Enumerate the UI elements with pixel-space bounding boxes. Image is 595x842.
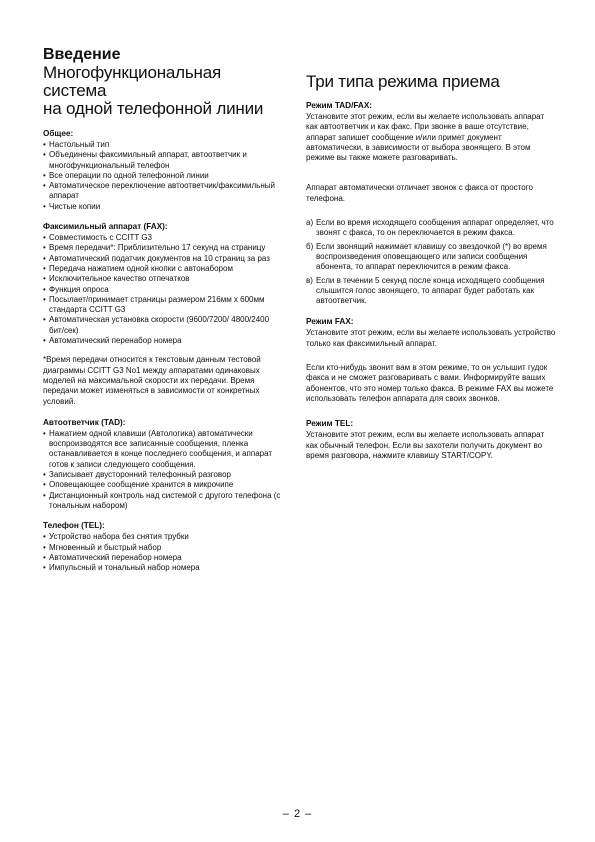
case-text: Если звонящий нажимает клавишу со звездочкой (*) во время воспроизведения оповещающего или записи сообщения абонента, то аппарат переключится в режим факса.: [316, 241, 547, 272]
fax-mode-text: Установите этот режим, если вы желаете использовать устройство только как факсимильный аппарат.: [306, 328, 556, 348]
page-subtitle: [43, 64, 286, 118]
list-item: • Все операции по одной телефонной линии: [43, 171, 286, 181]
list-item: [306, 218, 556, 239]
case-text: Если в течении 5 секунд после конца исходящего сообщения слышится голос звонящего, то аппарат будет работать как автоответчик.: [316, 275, 545, 306]
list-item: • Автоматическая установка скорости (9600/7200/ 4800/2400 бит/сек): [43, 315, 286, 336]
tel-mode-text: Установите этот режим, если вы желаете использовать аппарат как обычный телефон. Если вы захотели получить документ во время разговора, нажмите клавишу START/COPY.: [306, 430, 545, 460]
tadfax-text-2: Аппарат автоматически отличает звонок с факса от простого телефона.: [306, 183, 533, 203]
section-title: Три типа режима приема: [306, 72, 500, 91]
case-marker: а): [306, 218, 314, 228]
list-item: • Мгновенный и быстрый набор: [43, 543, 286, 553]
tel-list: [43, 532, 286, 573]
fax-heading: Факсимильный аппарат (FAX):: [43, 222, 168, 232]
case-text: Если во время исходящего сообщения аппарат определяет, что звонят с факса, то он переключается в режим факса.: [316, 218, 554, 238]
left-column: [43, 46, 286, 582]
case-marker: б): [306, 241, 314, 251]
list-item: • Устройство набора без снятия трубки: [43, 532, 286, 542]
fax-mode-heading: Режим FAX:: [306, 317, 354, 327]
case-marker: в): [306, 275, 313, 285]
subtitle-line: Многофункциональная система: [43, 63, 221, 100]
tel-heading: Телефон (TEL):: [43, 521, 105, 531]
tadfax-text: Установите этот режим, если вы желаете использовать аппарат как автоответчик и как факс. При звонке в ваше отсутствие, аппарат запишет сообщение и/или примет документ автоматически, в зависимости от выбора звонящего. В этом режиме вы также можете разговаривать.: [306, 112, 545, 163]
list-item: • Оповещающее сообщение хранится в микрочипе: [43, 480, 286, 490]
list-item: • Импульсный и тональный набор номера: [43, 563, 286, 573]
subtitle-line: на одной телефонной линии: [43, 99, 264, 118]
tad-list: [43, 429, 286, 511]
list-item: • Совместимость с CCITT G3: [43, 233, 286, 243]
list-item: • Автоматический перенабор номера: [43, 336, 286, 346]
list-item: [306, 276, 556, 307]
list-item: • Объединены факсимильный аппарат, автоответчик и многофункциональный телефон: [43, 150, 286, 171]
list-item: • Дистанционный контроль над системой с другого телефона (с тональным набором): [43, 491, 286, 512]
list-item: • Автоматический перенабор номера: [43, 553, 286, 563]
page-number: – 2 –: [282, 808, 313, 820]
fax-mode-text-2: Если кто-нибудь звонит вам в этом режиме, то он услышит гудок факса и не сможет разговаривать с вами. Информируйте ваших абонентов, что это номер только факса. В режиме FAX вы можете использовать телефон аппарата для своих звонков.: [306, 363, 554, 403]
list-item: • Нажатием одной клавиши (Автологика) автоматически воспроизводятся все записанные сообщения, пленка останавливается в конце последнего сообщения, и аппарат готов к записи следующего сообщения.: [43, 429, 286, 470]
tad-heading: Автоответчик (TAD):: [43, 417, 126, 427]
list-item: • Посылает/принимает страницы размером 216мм х 600мм стандарта CCITT G3: [43, 295, 286, 316]
general-list: [43, 140, 286, 212]
list-item: [306, 242, 556, 273]
list-item: • Время передачи*: Приблизительно 17 секунд на страницу: [43, 243, 286, 253]
list-item: • Исключительное качество отпечатков: [43, 274, 286, 284]
list-item: • Автоматический податчик документов на 10 страниц за раз: [43, 254, 286, 264]
spacer: [306, 173, 556, 183]
page-title: Введение: [43, 46, 121, 63]
general-heading: Общее:: [43, 129, 74, 138]
list-item: • Автоматическое переключение автоответчик/факсимильный аппарат: [43, 181, 286, 202]
list-item: • Передача нажатием одной кнопки с автонабором: [43, 264, 286, 274]
list-item: • Записывает двусторонний телефонный разговор: [43, 470, 286, 480]
tadfax-heading: Режим TAD/FAX:: [306, 101, 373, 110]
fax-list: [43, 233, 286, 346]
list-item: • Чистые копии: [43, 202, 286, 212]
right-column: [306, 72, 556, 471]
transmission-footnote: *Время передачи относится к текстовым данным тестовой диаграммы CCITT G3 No1 между аппаратами одинаковых моделей на максимальной скорости их передачи. Время передачи может изменяться в зависимости от конкретных условий.: [43, 355, 261, 406]
tel-mode-heading: Режим TEL:: [306, 419, 354, 429]
tadfax-cases: [306, 218, 556, 306]
list-item: • Функция опроса: [43, 285, 286, 295]
list-item: • Настольный тип: [43, 140, 286, 150]
